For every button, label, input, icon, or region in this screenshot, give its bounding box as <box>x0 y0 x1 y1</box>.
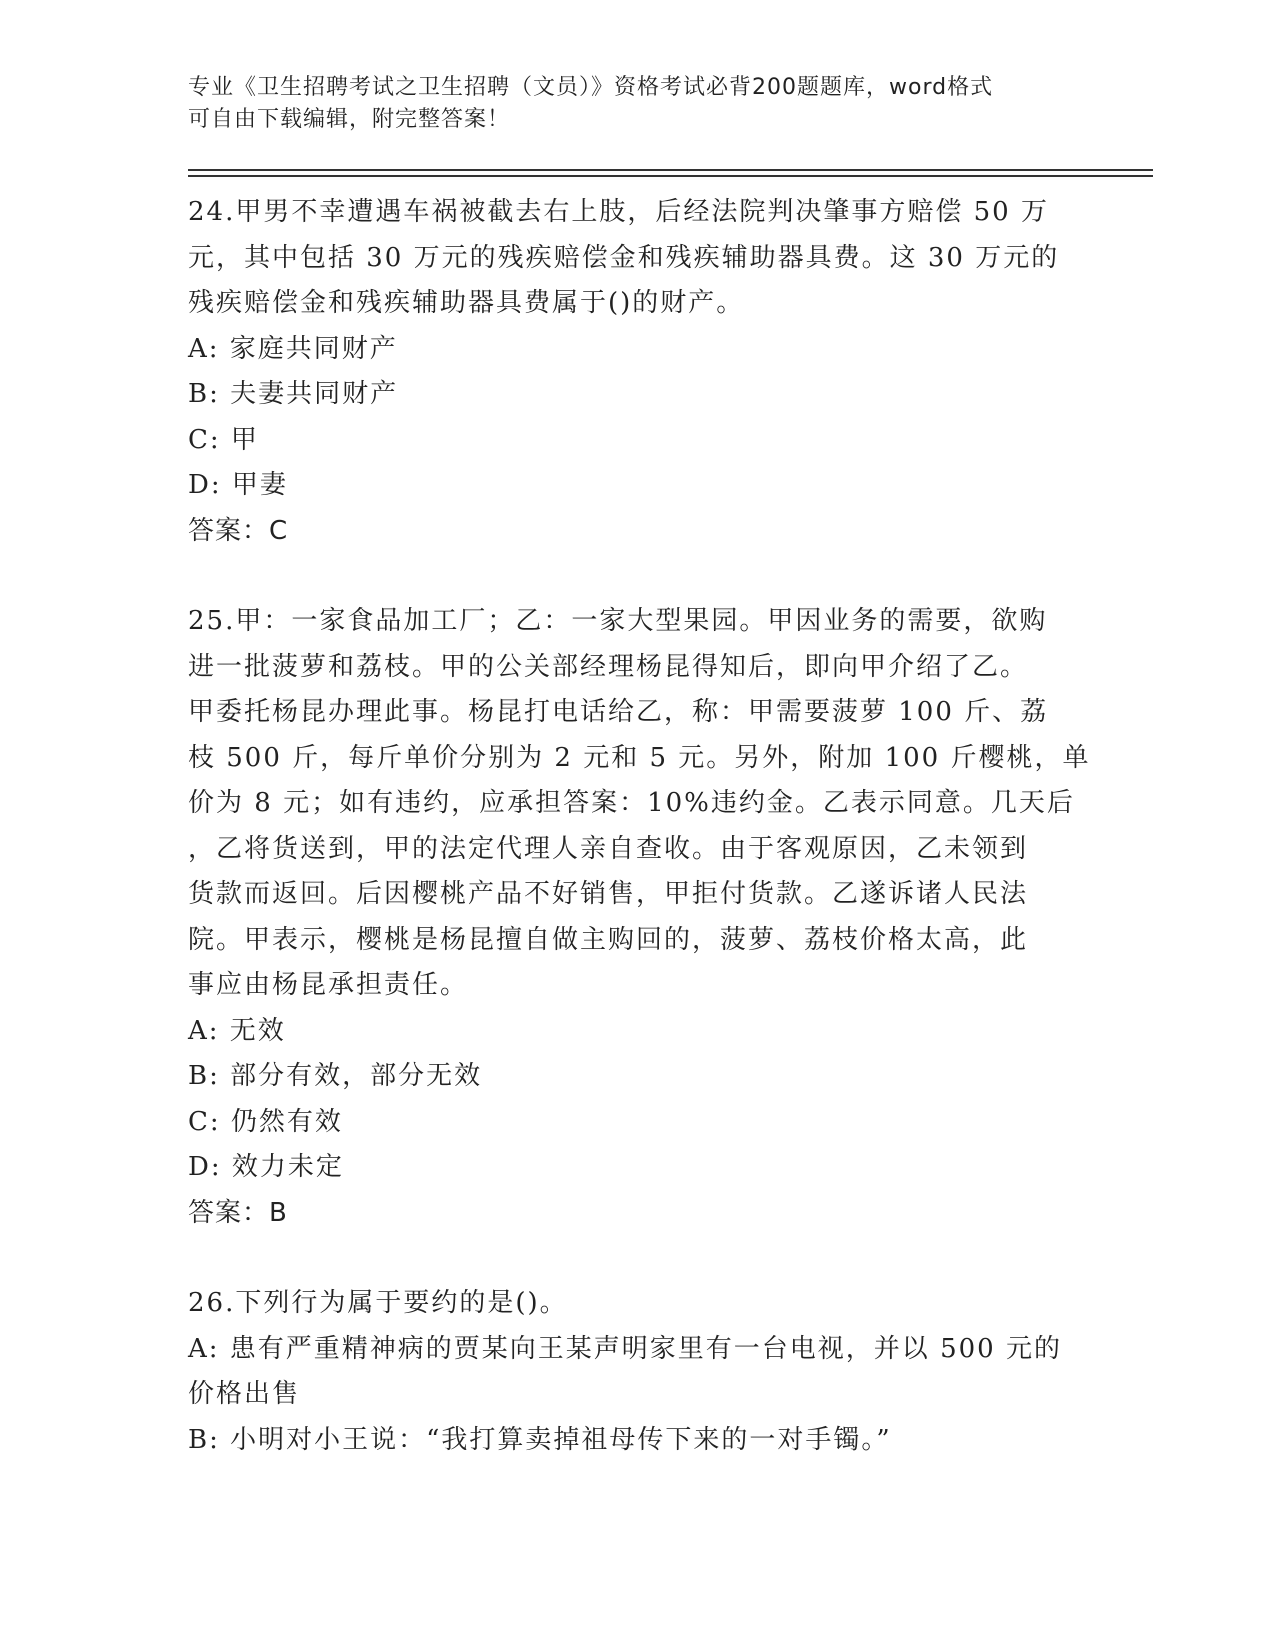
option-d: D: 效力未定 <box>188 1152 344 1182</box>
option-a: A: 无效 <box>188 1015 286 1046</box>
answer-label: 答案：C <box>188 515 289 546</box>
header-line: 可自由下载编辑，附完整答案！ <box>188 107 511 132</box>
question-list <box>188 190 1091 1463</box>
question-26 <box>188 1281 1068 1463</box>
question-24 <box>188 190 1068 554</box>
option-c: C: 甲 <box>188 424 259 455</box>
question-stem-line: 24.甲男不幸遭遇车祸被截去右上肢，后经法院判决肇事方赔偿 50 万 <box>188 197 1049 227</box>
question-stem-line: 残疾赔偿金和残疾辅助器具费属于()的财产。 <box>188 288 745 318</box>
question-stem-line: 事应由杨昆承担责任。 <box>188 970 469 1000</box>
option-a-continued: 价格出售 <box>188 1379 301 1409</box>
question-stem-line: 院。甲表示，樱桃是杨昆擅自做主购回的，菠萝、荔枝价格太高，此 <box>188 924 1029 955</box>
question-spacer <box>188 554 1068 599</box>
question-stem-line: 价为 8 元；如有违约，应承担答案：10%违约金。乙表示同意。几天后 <box>188 788 1075 818</box>
answer-label: 答案：B <box>188 1197 288 1228</box>
option-a: A: 患有严重精神病的贾某向王某声明家里有一台电视，并以 500 元的 <box>188 1333 1062 1364</box>
question-stem-line: 进一批菠萝和荔枝。甲的公关部经理杨昆得知后，即向甲介绍了乙。 <box>188 651 1029 682</box>
question-stem-line: 货款而返回。后因樱桃产品不好销售，甲拒付货款。乙遂诉诸人民法 <box>188 879 1029 909</box>
question-stem-line: 枝 500 斤，每斤单价分别为 2 元和 5 元。另外，附加 100 斤樱桃，单 <box>188 742 1091 773</box>
header-divider-bottom <box>188 175 1153 177</box>
option-a: A: 家庭共同财产 <box>188 333 398 364</box>
header-divider-top <box>188 169 1153 171</box>
question-stem-line: 甲委托杨昆办理此事。杨昆打电话给乙，称：甲需要菠萝 100 斤、荔 <box>188 697 1049 727</box>
question-stem-line: 元，其中包括 30 万元的残疾赔偿金和残疾辅助器具费。这 30 万元的 <box>188 242 1060 273</box>
option-c: C: 仍然有效 <box>188 1106 343 1137</box>
question-stem-line: 26.下列行为属于要约的是()。 <box>188 1288 568 1318</box>
option-d: D: 甲妻 <box>188 470 288 500</box>
option-b: B: 夫妻共同财产 <box>188 379 399 409</box>
option-b: B: 部分有效，部分无效 <box>188 1061 483 1091</box>
header-line: 专业《卫生招聘考试之卫生招聘（文员）》资格考试必背200题题库，word格式 <box>188 75 994 100</box>
question-25 <box>188 599 1091 1236</box>
question-stem-line: 25.甲：一家食品加工厂；乙：一家大型果园。甲因业务的需要，欲购 <box>188 606 1048 636</box>
document-header <box>188 72 1068 136</box>
question-spacer <box>188 1236 1068 1281</box>
option-b: B: 小明对小王说：“我打算卖掉祖母传下来的一对手镯。” <box>188 1424 892 1455</box>
question-stem-line: ，乙将货送到，甲的法定代理人亲自查收。由于客观原因，乙未领到 <box>188 833 1029 864</box>
